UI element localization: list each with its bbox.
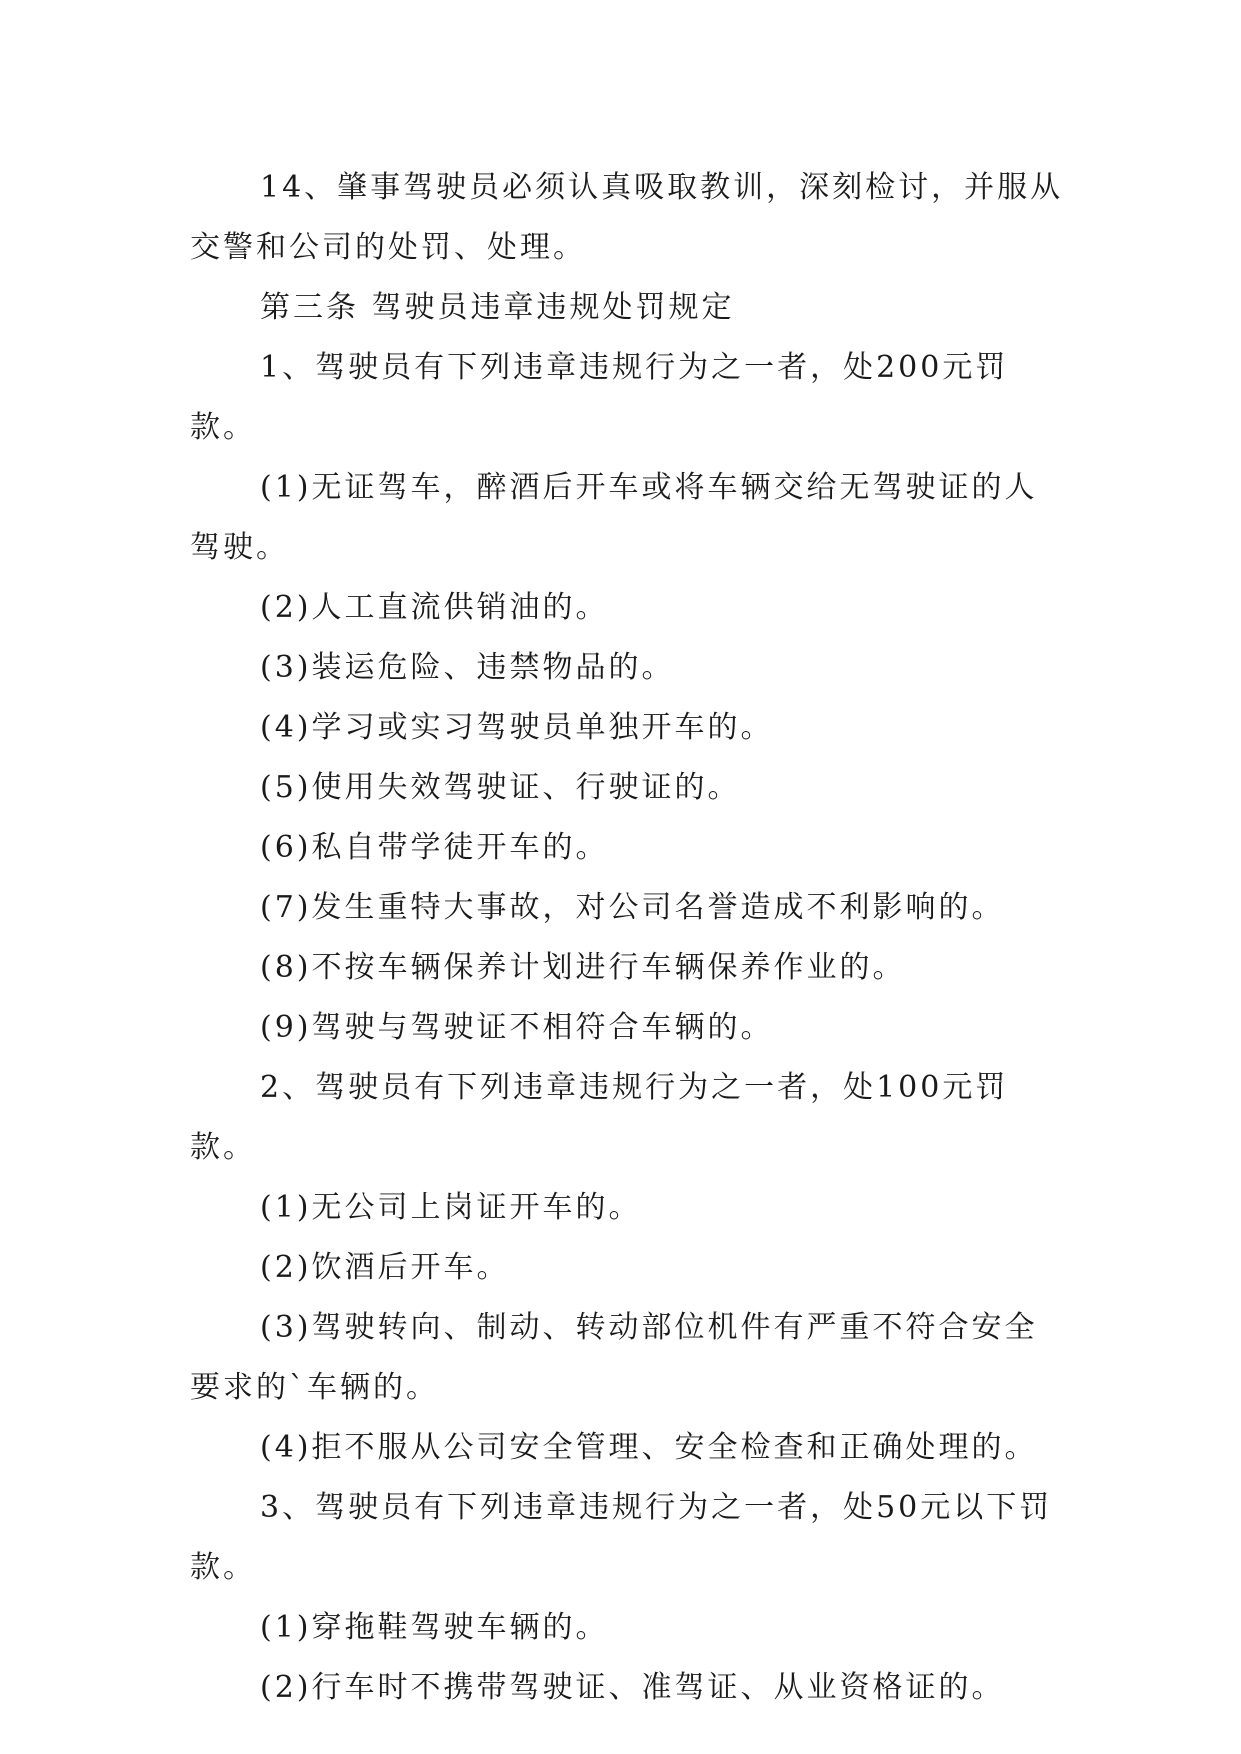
- list-item: (2)饮酒后开车。: [260, 1250, 510, 1285]
- document-body: [190, 158, 1070, 1718]
- list-item: (5)使用失效驾驶证、行驶证的。: [260, 770, 741, 805]
- paragraph-rule-2: 2、驾驶员有下列违章违规行为之一者，处100元罚款。: [190, 1070, 1009, 1165]
- list-item: (1)穿拖鞋驾驶车辆的。: [260, 1610, 609, 1645]
- list-item: (1)无证驾车，醉酒后开车或将车辆交给无驾驶证的人驾驶。: [190, 470, 1038, 565]
- section-heading-article-3: 第三条 驾驶员违章违规处罚规定: [260, 290, 735, 325]
- list-item: (3)驾驶转向、制动、转动部位机件有严重不符合安全要求的`车辆的。: [190, 1310, 1038, 1405]
- list-item: (6)私自带学徒开车的。: [260, 830, 609, 865]
- list-item: (3)装运危险、违禁物品的。: [260, 650, 675, 685]
- paragraph-clause-14: 14、肇事驾驶员必须认真吸取教训，深刻检讨，并服从交警和公司的处罚、处理。: [190, 170, 1064, 265]
- paragraph-rule-1: 1、驾驶员有下列违章违规行为之一者，处200元罚款。: [190, 350, 1009, 445]
- list-item: (9)驾驶与驾驶证不相符合车辆的。: [260, 1010, 774, 1045]
- list-item: (7)发生重特大事故，对公司名誉造成不利影响的。: [260, 890, 1005, 925]
- list-item: (2)人工直流供销油的。: [260, 590, 609, 625]
- list-item: (2)行车时不携带驾驶证、准驾证、从业资格证的。: [260, 1670, 1005, 1705]
- paragraph-rule-3: 3、驾驶员有下列违章违规行为之一者，处50元以下罚款。: [190, 1490, 1053, 1585]
- list-item: (4)学习或实习驾驶员单独开车的。: [260, 710, 774, 745]
- list-item: (1)无公司上岗证开车的。: [260, 1190, 642, 1225]
- list-item: (4)拒不服从公司安全管理、安全检查和正确处理的。: [260, 1430, 1038, 1465]
- list-item: (8)不按车辆保养计划进行车辆保养作业的。: [260, 950, 906, 985]
